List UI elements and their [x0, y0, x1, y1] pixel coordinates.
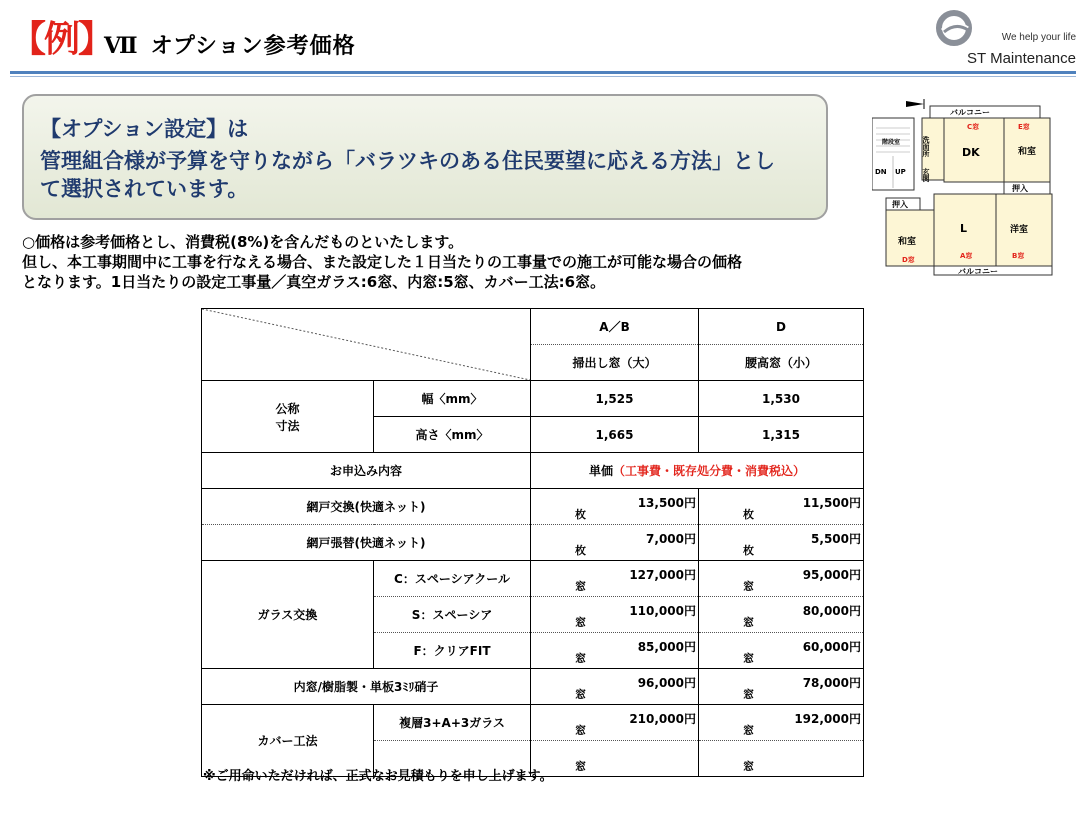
plan-youshitsu: 洋室 — [1010, 225, 1029, 235]
price-note: （工事費・既存処分費・消費税込） — [613, 464, 806, 478]
price-cell — [531, 525, 699, 561]
price-unit: 窓 — [575, 688, 586, 701]
row-sub: F：クリアFIT — [374, 633, 531, 669]
price-cell — [531, 489, 699, 525]
price-amount: 11,500円 — [802, 496, 861, 510]
price-amount: 7,000円 — [646, 532, 696, 546]
example-tag: 【例】 — [10, 19, 113, 60]
row-item-glass: ガラス交換 — [202, 561, 374, 669]
price-amount: 110,000円 — [629, 604, 696, 618]
dim-label: 公称 寸法 — [202, 381, 374, 453]
table-corner-cell — [202, 309, 531, 381]
row-sub: C：スペーシアクール — [374, 561, 531, 597]
price-unit: 枚 — [743, 544, 754, 557]
plan-dn: DN — [875, 168, 887, 176]
price-unit: 窓 — [575, 760, 586, 773]
callout-line-3: て選択されています。 — [40, 177, 249, 201]
height-d: 1,315 — [699, 417, 864, 453]
plan-living: L — [960, 222, 968, 235]
plan-senmen: 洗面所 — [922, 136, 930, 157]
plan-washitsu-1: 和室 — [1018, 147, 1037, 157]
price-cell — [531, 561, 699, 597]
width-ab: 1,525 — [531, 381, 699, 417]
price-cell — [531, 669, 699, 705]
height-ab: 1,665 — [531, 417, 699, 453]
header-rule-thin — [10, 76, 1076, 77]
callout-line-2: 管理組合様が予算を守りながら「バラツキのある住民要望に応える方法」とし — [40, 149, 775, 173]
note-line-2: 但し、本工事期間中に工事を行なえる場合、また設定した１日当たりの工事量での施工が可能な場合の価格 — [22, 253, 743, 271]
price-unit: 窓 — [575, 724, 586, 737]
floor-plan — [872, 96, 1058, 276]
price-cell — [531, 705, 699, 741]
price-amount: 85,000円 — [637, 640, 696, 654]
height-label: 高さ〈mm〉 — [374, 417, 531, 453]
plan-a-window: A窓 — [960, 252, 973, 260]
note-line-1: ○価格は参考価格とし、消費税(8%)を含んだものといたします。 — [22, 233, 464, 251]
plan-e-window: E窓 — [1018, 123, 1030, 131]
price-cell — [699, 705, 864, 741]
price-amount: 5,500円 — [811, 532, 861, 546]
price-unit: 窓 — [743, 580, 754, 593]
plan-up: UP — [895, 168, 906, 176]
plan-c-window: C窓 — [967, 123, 980, 131]
price-amount: 13,500円 — [637, 496, 696, 510]
price-amount: 78,000円 — [802, 676, 861, 690]
row-sub: S：スペーシア — [374, 597, 531, 633]
row-item-cover: カバー工法 — [202, 705, 374, 777]
header-rule — [10, 71, 1076, 74]
option-callout — [22, 94, 828, 220]
price-unit: 枚 — [575, 508, 586, 521]
plan-dk: DK — [962, 146, 980, 159]
section-number: Ⅶ — [104, 33, 139, 59]
col-header-ab: A／B — [531, 309, 699, 345]
price-unit: 枚 — [743, 508, 754, 521]
price-amount: 95,000円 — [802, 568, 861, 582]
plan-d-window: D窓 — [902, 256, 915, 264]
price-cell — [699, 489, 864, 525]
price-label: 単価 — [588, 464, 613, 478]
price-unit: 窓 — [743, 652, 754, 665]
row-item: 網戸張替(快適ネット) — [202, 525, 531, 561]
option-price-table — [201, 308, 864, 777]
width-label: 幅〈mm〉 — [374, 381, 531, 417]
price-cell — [531, 597, 699, 633]
price-unit: 窓 — [743, 760, 754, 773]
price-unit: 窓 — [575, 616, 586, 629]
row-sub: 複層3+A+3ガラス — [374, 705, 531, 741]
price-notes — [22, 232, 862, 292]
price-amount: 60,000円 — [802, 640, 861, 654]
price-unit: 窓 — [743, 616, 754, 629]
page-header — [0, 0, 1091, 75]
footnote: ※ご用命いただければ、正式なお見積もりを申し上げます。 — [203, 769, 553, 784]
price-unit: 窓 — [575, 652, 586, 665]
note-line-3: となります。1日当たりの設定工事量／真空ガラス:6窓、内窓:5窓、カバー工法:6窓。 — [22, 273, 606, 291]
diagonal-line — [202, 309, 530, 380]
price-amount: 192,000円 — [794, 712, 861, 726]
price-unit: 窓 — [743, 688, 754, 701]
plan-oshiire-2: 押入 — [892, 200, 908, 209]
price-header — [531, 453, 864, 489]
plan-stairs: 階段室 — [882, 139, 901, 146]
col-name-d: 腰高窓（小） — [699, 345, 864, 381]
plan-washitsu-2: 和室 — [898, 237, 917, 247]
price-unit: 窓 — [575, 580, 586, 593]
price-cell — [531, 741, 699, 777]
price-amount: 96,000円 — [637, 676, 696, 690]
price-cell — [699, 525, 864, 561]
price-cell — [531, 633, 699, 669]
price-cell — [699, 633, 864, 669]
price-unit: 窓 — [743, 724, 754, 737]
logo-tagline: We help your life — [1001, 32, 1076, 43]
price-cell — [699, 669, 864, 705]
plan-genkan: 玄関 — [922, 168, 930, 182]
plan-balcony-bottom: バルコニー — [958, 267, 998, 276]
price-cell — [699, 597, 864, 633]
callout-line-1: 【オプション設定】は — [40, 117, 249, 141]
price-cell — [699, 741, 864, 777]
width-d: 1,530 — [699, 381, 864, 417]
plan-balcony-top: バルコニー — [950, 108, 990, 117]
request-label: お申込み内容 — [202, 453, 531, 489]
plan-b-window: B窓 — [1012, 252, 1025, 260]
row-item: 内窓/樹脂製・単板3ﾐﾘ硝子 — [202, 669, 531, 705]
col-name-ab: 掃出し窓（大） — [531, 345, 699, 381]
page-title — [104, 30, 356, 63]
price-cell — [699, 561, 864, 597]
row-item: 網戸交換(快適ネット) — [202, 489, 531, 525]
plan-oshiire-1: 押入 — [1012, 184, 1028, 193]
price-unit: 枚 — [575, 544, 586, 557]
company-logo — [934, 8, 1084, 68]
price-amount: 210,000円 — [629, 712, 696, 726]
price-amount: 80,000円 — [802, 604, 861, 618]
logo-name: ST Maintenance — [967, 50, 1076, 67]
col-header-d: D — [699, 309, 864, 345]
logo-swirl-icon — [934, 8, 978, 48]
page-title-text: オプション参考価格 — [150, 34, 356, 59]
price-amount: 127,000円 — [629, 568, 696, 582]
